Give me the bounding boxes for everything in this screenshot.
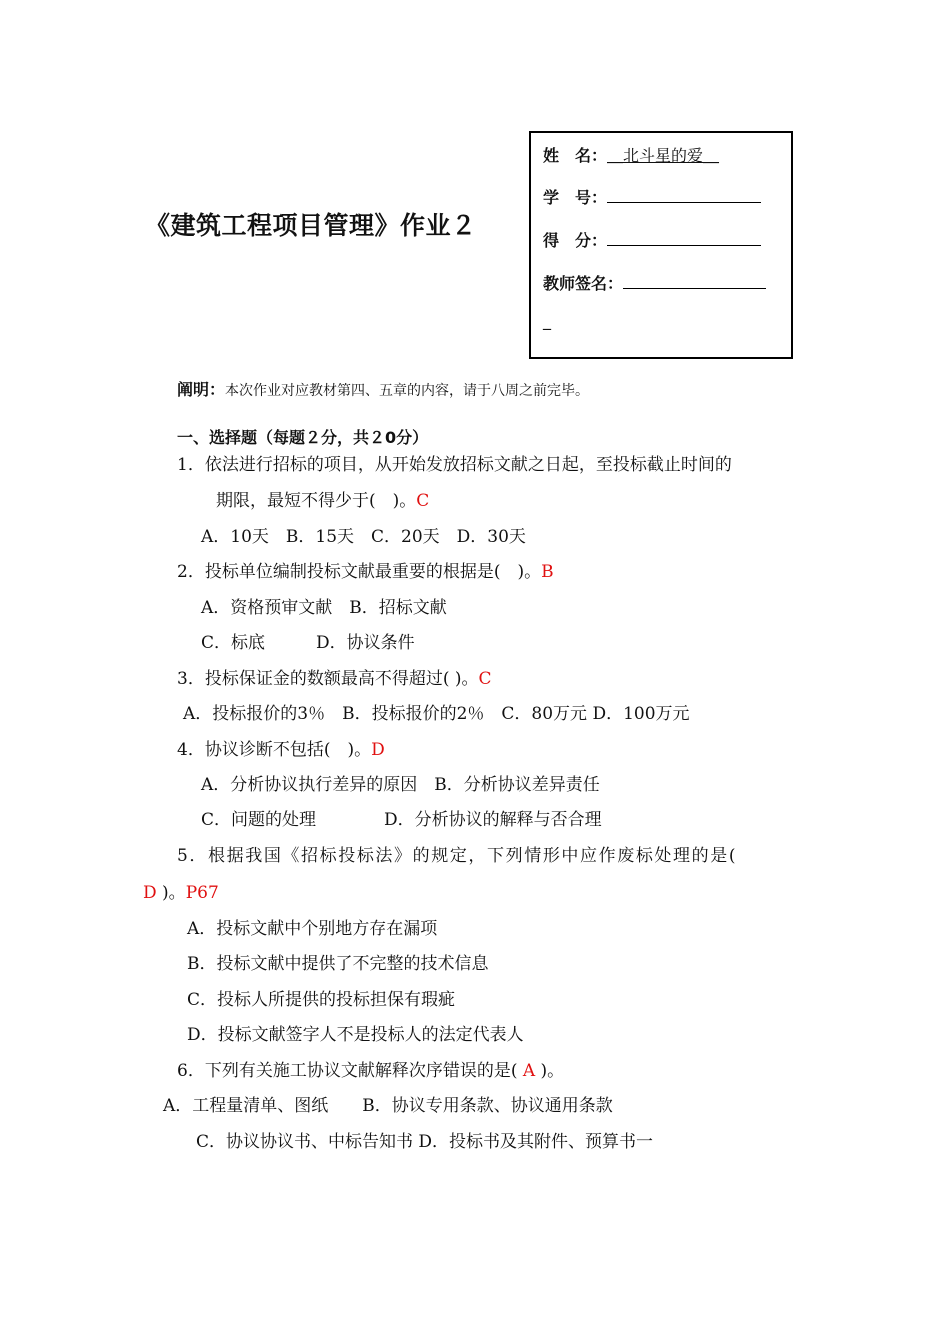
document-title: 《建筑工程项目管理》作业２	[145, 211, 477, 240]
signature-line-continuation: _	[543, 311, 551, 330]
teacher-signature-row	[543, 271, 766, 294]
section-heading: 一、选择题（每题２分，共２0分）	[177, 428, 429, 447]
question-5-option-b: B．投标文献中提供了不完整的技术信息	[187, 954, 489, 974]
question-6-text-end: )。	[540, 1061, 565, 1081]
question-4-options-row-1: A．分析协议执行差异的原因 B．分析协议差异责任	[201, 775, 600, 795]
question-5-continued	[143, 878, 219, 903]
question-5-option-a: A．投标文献中个别地方存在漏项	[187, 919, 438, 939]
question-5-answer: D	[143, 883, 157, 903]
question-5-page-ref: P67	[185, 883, 219, 903]
question-3-text: 3．投标保证金的数额最高不得超过( )。	[177, 669, 479, 689]
teacher-signature-line	[623, 274, 766, 289]
question-6-answer: A	[517, 1061, 541, 1081]
name-value: ＿北斗星的爱＿	[607, 146, 720, 165]
instructions	[177, 377, 589, 400]
student-id-row	[543, 185, 761, 208]
name-label: 姓 名：	[543, 146, 608, 165]
question-6	[177, 1056, 564, 1081]
question-6-options-row-1: A．工程量清单、图纸 B．协议专用条款、协议通用条款	[163, 1096, 613, 1116]
question-6-text: 6．下列有关施工协议文献解释次序错误的是(	[177, 1061, 518, 1081]
question-3-options: A．投标报价的3％ B．投标报价的2％ C．80万元 D．100万元	[183, 704, 690, 724]
name-row	[543, 143, 719, 166]
question-1-options: A．10天 B．15天 C．20天 D．30天	[201, 527, 526, 547]
score-row	[543, 228, 761, 251]
question-3-answer: C	[478, 669, 492, 689]
question-5-option-d: D．投标文献签字人不是投标人的法定代表人	[187, 1025, 524, 1045]
score-line	[607, 231, 761, 246]
score-label: 得 分：	[543, 231, 608, 250]
instructions-text: 本次作业对应教材第四、五章的内容，请于八周之前完毕。	[225, 383, 590, 399]
question-2	[177, 557, 554, 582]
question-6-options-row-2: C．协议协议书、中标告知书 D．投标书及其附件、预算书一	[196, 1132, 654, 1152]
question-1-text: 期限，最短不得少于( )。	[216, 491, 417, 511]
question-3	[177, 664, 492, 689]
question-4-answer: D	[371, 740, 385, 760]
question-5-option-c: C．投标人所提供的投标担保有瑕疵	[187, 990, 456, 1010]
instructions-label: 阐明：	[177, 380, 226, 399]
question-2-options-row-1: A．资格预审文献 B．招标文献	[201, 598, 447, 618]
question-5-text-end: )。	[156, 883, 186, 903]
student-id-label: 学 号：	[543, 188, 608, 207]
question-4-options-row-2: C．问题的处理 D．分析协议的解释与否合理	[201, 810, 602, 830]
question-2-text: 2．投标单位编制投标文献最重要的根据是( )。	[177, 562, 542, 582]
question-1-answer: C	[416, 491, 430, 511]
question-1: 1．依法进行招标的项目，从开始发放招标文献之日起，至投标截止时间的	[177, 455, 732, 475]
student-id-line	[607, 188, 761, 203]
question-2-options-row-2: C．标底 D．协议条件	[201, 633, 415, 653]
question-4	[177, 735, 385, 760]
question-5: 5．根据我国《招标投标法》的规定，下列情形中应作废标处理的是(	[177, 846, 738, 866]
teacher-signature-label: 教师签名：	[543, 274, 624, 293]
question-2-answer: B	[541, 562, 554, 582]
question-1-continued	[216, 486, 429, 511]
question-4-text: 4．协议诊断不包括( )。	[177, 740, 372, 760]
student-info-box	[529, 131, 793, 359]
